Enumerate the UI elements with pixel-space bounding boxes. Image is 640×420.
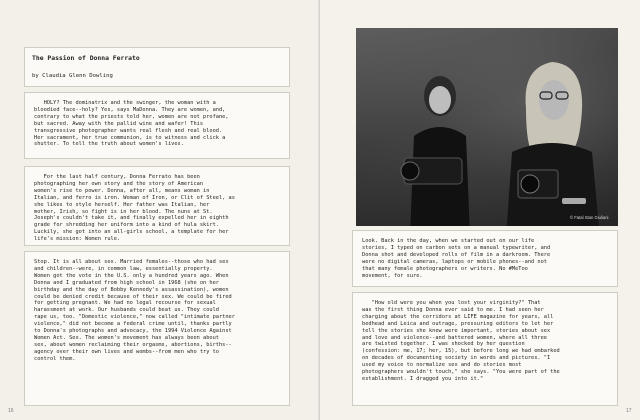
paragraph-line: bloodied face--holy? Yes, says MaDonna. They are women, and,	[34, 106, 226, 113]
paragraph-line: women's rise to power. Donna, after all, means woman in	[34, 187, 210, 194]
paragraph-line: Joseph's couldn't take it, and finally expelled her in eighth	[34, 215, 229, 222]
paragraph-line: she likes to style herself. Her father was Italian, her	[34, 201, 210, 208]
photo-credit: © Fatal Stan Giuliani	[570, 215, 609, 220]
paragraph-line: HOLY? The dominatrix and the swinger, the woman with a	[34, 100, 216, 106]
paragraph-line: life's mission: Women rule.	[34, 236, 121, 243]
page-number-right: 17	[626, 408, 632, 414]
paragraph-line: contrary to what the priests told her, women are not profane,	[34, 113, 229, 120]
paragraph-line: photographing her own story and the story of American	[34, 180, 204, 187]
photo-subject-right	[496, 48, 609, 226]
paragraph-line: Donna and I graduated from high school in 1968 (she on her	[34, 279, 219, 286]
paragraph-line: and love and violence--and battered women, where all three	[362, 334, 547, 341]
paragraph-line: was the first thing Donna ever said to me. I had seen her	[362, 306, 544, 313]
paragraph-line: on decades of documenting society in words and pictures. "I	[362, 355, 551, 362]
caption-line: movement, for sure.	[362, 272, 423, 279]
paragraph-line: For the last half century, Donna Ferrato has been	[34, 174, 200, 180]
paragraph-line: tell the stories she knew were important, stories about sex	[362, 327, 551, 334]
paragraph-line: for getting pregnant. We had no legal recourse for sexual	[34, 300, 216, 307]
caption-line: Donna shot and developed rolls of film in a darkroom. There	[362, 251, 551, 258]
paragraph-line: "How old were you when you lost your virginity?" That	[362, 300, 541, 306]
article-title: The Passion of Donna Ferrato	[32, 54, 140, 62]
paragraph-line: Luckily, she got into an all-girls school, a template for her	[34, 229, 229, 236]
paragraph-box-3	[24, 251, 290, 406]
paragraph-line: sex, about women reclaiming their orgasms, abortions, births--	[34, 341, 232, 348]
article-byline: by Claudia Glenn Dowling	[32, 73, 113, 79]
title-box	[24, 47, 290, 87]
paragraph-line: Italian, and ferro is iron. Woman of Iron, or Clit of Steel, as	[34, 194, 235, 201]
caption-line: stories, I typed on carbon sets on a manual typewriter, and	[362, 244, 551, 251]
paragraph-line: and children--were, in common law, essentially property.	[34, 265, 213, 272]
paragraph-line: to Donna's photographs and advocacy, the 1994 Violence Against	[34, 328, 232, 335]
paragraph-line: Her sacrament, her true communion, is to witness and click a	[34, 134, 226, 141]
paragraph-line: agency over their own lives and wombs--from men who try to	[34, 348, 219, 355]
paragraph-line: transgressive photographer wants real flesh and real blood.	[34, 127, 223, 134]
paragraph-line: (confession: me, 17; her, 15), but before long we had embarked	[362, 348, 560, 355]
paragraph-line: violence," did not become a federal crime until, thanks partly	[34, 321, 232, 328]
paragraph-line: rape us, too. "Domestic violence," now called "intimate partner	[34, 314, 235, 321]
paragraph-line: photographers wouldn't touch," she says. "You were part of the	[362, 369, 560, 376]
paragraph-line: grade for shredding her uniform into a kind of hula skirt.	[34, 222, 219, 229]
paragraph-box-4	[352, 292, 618, 406]
paragraph-line: bedhead and Leica and outrage, pressuring editors to let her	[362, 320, 554, 327]
paragraph-line: establishment. I dragged you into it."	[362, 375, 484, 382]
caption-line: Look. Back in the day, when we started out on our life	[362, 238, 535, 244]
caption-line: that many female photographers or writers. No #MeToo	[362, 265, 528, 272]
paragraph-line: used my voice to normalize sex and do stories most	[362, 362, 522, 369]
paragraph-line: Stop. It is all about sex. Married females--those who had sex	[34, 259, 229, 265]
paragraph-line: Women got the vote in the U.S. only a hundred years ago. When	[34, 272, 229, 279]
caption-box	[352, 230, 618, 287]
caption-line: were no digital cameras, laptops or mobile phones--and not	[362, 258, 547, 265]
paragraph-line: birthday and the day of Bobby Kennedy's assassination), women	[34, 286, 229, 293]
paragraph-line: control them.	[34, 355, 76, 362]
paragraph-line: could be denied credit because of their sex. We could be fired	[34, 293, 232, 300]
paragraph-box-2	[24, 166, 290, 246]
paragraph-line: mother, Irish, so fight is in her blood. The nuns at St.	[34, 208, 213, 215]
paragraph-line: harassment at work. Our husbands could beat us. They could	[34, 307, 219, 314]
paragraph-line: shutter. To tell the truth about women's lives.	[34, 141, 184, 148]
paragraph-line: are twisted together. I was shocked by her question	[362, 341, 525, 348]
paragraph-line: charging about the corridors at LIFE magazine for years, all	[362, 313, 554, 320]
page-number-left: 16	[8, 408, 14, 414]
portrait-photo	[356, 28, 618, 226]
photo-subject-left	[396, 66, 478, 226]
paragraph-line: Women Act. Sex. The women's movement has always been about	[34, 334, 219, 341]
paragraph-line: but sacred. Away with the pallid wine and wafer! This	[34, 120, 204, 127]
paragraph-box-1	[24, 92, 290, 159]
